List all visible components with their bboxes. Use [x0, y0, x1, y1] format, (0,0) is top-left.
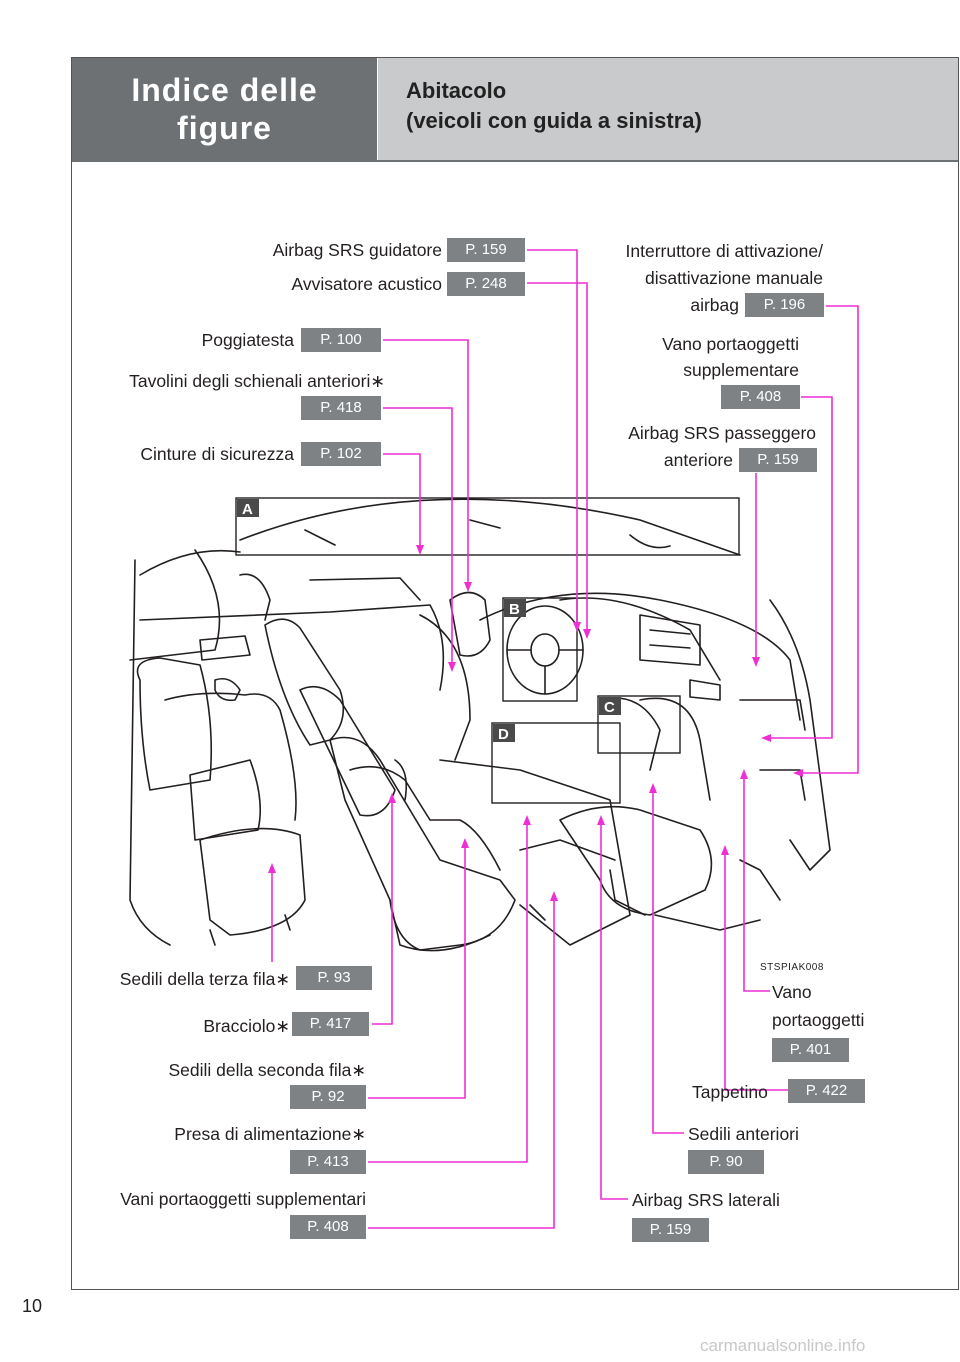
label-interruttore-line2: disattivazione manuale — [644, 268, 823, 288]
figure-code: STSPIAK008 — [760, 962, 824, 973]
label-airbag-passeggero-line1: Airbag SRS passeggero — [628, 423, 816, 443]
page-ref-poggiatesta[interactable]: P. 100 — [301, 328, 381, 352]
watermark: carmanualsonline.info — [700, 1336, 866, 1355]
leader-poggiatesta — [383, 340, 468, 585]
leader-interruttore — [800, 306, 858, 773]
leader-sedili-anteriori — [653, 790, 684, 1133]
page-ref-presa[interactable]: P. 413 — [290, 1150, 366, 1174]
label-tavolini: Tavolini degli schienali anteriori∗ — [129, 371, 385, 391]
page-ref-seconda-fila[interactable]: P. 92 — [290, 1085, 366, 1109]
page-ref-vano-portaoggetti[interactable]: P. 401 — [772, 1038, 849, 1062]
section-title: Indice delle figure — [131, 72, 318, 146]
leader-bracciolo — [372, 800, 392, 1024]
label-tappetino: Tappetino — [692, 1082, 768, 1102]
page-ref-avvisatore[interactable]: P. 248 — [447, 272, 525, 296]
label-poggiatesta: Poggiatesta — [201, 330, 294, 350]
page-ref-airbag-laterali[interactable]: P. 159 — [632, 1218, 709, 1242]
callout-boxes — [236, 498, 739, 803]
page-ref-airbag-guidatore[interactable]: P. 159 — [447, 238, 525, 262]
label-sedili-anteriori: Sedili anteriori — [688, 1124, 799, 1144]
marker-c-text: C — [604, 699, 615, 716]
marker-d-text: D — [498, 726, 509, 743]
label-airbag-laterali: Airbag SRS laterali — [632, 1190, 780, 1210]
page-ref-sedili-anteriori[interactable]: P. 90 — [688, 1150, 764, 1174]
subtitle-line-2: (veicoli con guida a sinistra) — [406, 108, 702, 133]
label-vano-suppl-line2: supplementare — [683, 360, 799, 380]
label-vani-suppl: Vani portaoggetti supplementari — [120, 1189, 366, 1209]
label-airbag-passeggero-line2: anteriore — [663, 450, 733, 470]
page-ref-bracciolo[interactable]: P. 417 — [292, 1012, 369, 1036]
leader-vani-suppl — [368, 898, 554, 1228]
page-ref-tappetino[interactable]: P. 422 — [788, 1079, 865, 1103]
page-ref-cinture[interactable]: P. 102 — [301, 442, 381, 466]
label-vano-suppl-line1: Vano portaoggetti — [662, 334, 799, 354]
leader-tavolini — [383, 408, 452, 665]
label-airbag-guidatore: Airbag SRS guidatore — [272, 240, 442, 260]
label-vano-portaoggetti-line1: Vano — [772, 982, 812, 1002]
label-presa: Presa di alimentazione∗ — [174, 1124, 366, 1144]
label-cinture: Cinture di sicurezza — [140, 444, 294, 464]
leader-avvisatore — [527, 283, 587, 632]
callout-box-a — [236, 498, 739, 555]
label-interruttore-line3: airbag — [690, 295, 739, 315]
page-ref-terza-fila[interactable]: P. 93 — [296, 966, 372, 990]
leader-airbag-guidatore — [527, 250, 577, 625]
label-interruttore-line1: Interruttore di attivazione/ — [625, 241, 823, 261]
label-terza-fila: Sedili della terza fila∗ — [119, 969, 290, 989]
page-ref-airbag-passeggero[interactable]: P. 159 — [739, 448, 817, 472]
label-vano-portaoggetti-line2: portaoggetti — [772, 1010, 865, 1030]
page-ref-interruttore[interactable]: P. 196 — [745, 293, 824, 317]
subtitle-line-1: Abitacolo — [406, 78, 507, 103]
page-ref-tavolini[interactable]: P. 418 — [301, 396, 381, 420]
leader-vano-portaoggetti — [744, 776, 770, 991]
label-avvisatore: Avvisatore acustico — [291, 274, 442, 294]
marker-a-text: A — [242, 501, 253, 518]
label-seconda-fila: Sedili della seconda fila∗ — [168, 1060, 366, 1080]
page-ref-vani-suppl[interactable]: P. 408 — [290, 1215, 366, 1239]
label-bracciolo: Bracciolo∗ — [203, 1016, 290, 1036]
marker-b-text: B — [509, 601, 520, 618]
page-number: 10 — [22, 1296, 43, 1316]
page-ref-vano-suppl[interactable]: P. 408 — [721, 385, 800, 409]
